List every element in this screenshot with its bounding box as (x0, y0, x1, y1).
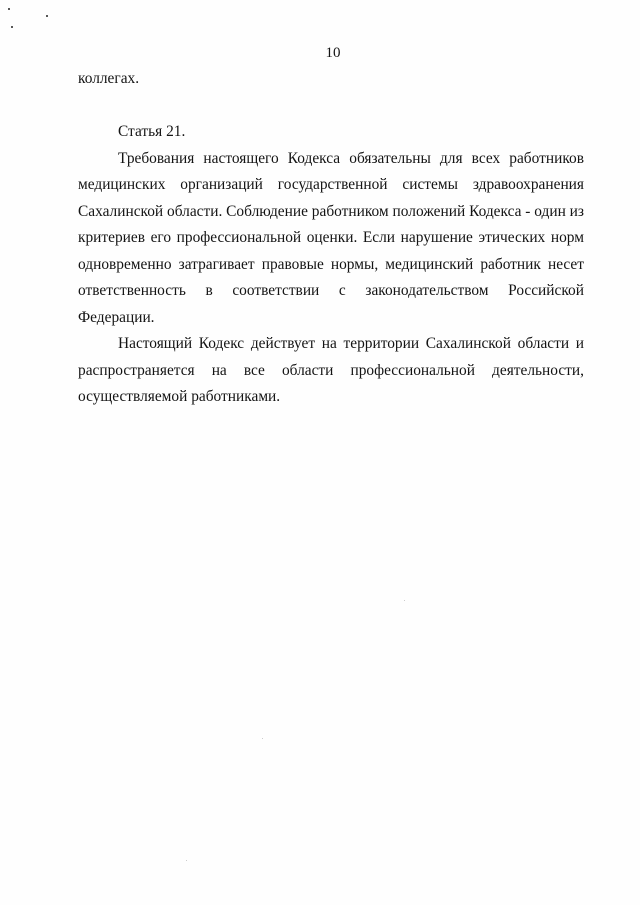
scan-speck (46, 15, 48, 17)
scan-speck (11, 26, 13, 28)
text-fragment: коллегах. (78, 70, 140, 87)
document-body (78, 66, 584, 411)
scan-speck (404, 600, 405, 601)
paragraph-2: Настоящий Кодекс действует на территории Сахалинской области и распространяется на все области профессиональной деятельности, осуществляемой работниками. (78, 335, 584, 405)
paragraph-1: Требования настоящего Кодекса обязательны для всех работников медицинских организаций государственной системы здравоохранения Сахалинской области. Соблюдение работником положений Кодекса - один из критериев его профессиональной оценки. Если нарушение этических норм одновременно затрагивает правовые нормы, медицинский работник несет ответственность в соответствии с законодательством Российской Федерации. (78, 149, 584, 326)
scan-speck (262, 738, 263, 739)
article-heading: Статья 21. (118, 123, 186, 140)
page-number: 10 (325, 45, 341, 61)
scan-speck (186, 860, 187, 861)
scan-speck (8, 8, 10, 10)
